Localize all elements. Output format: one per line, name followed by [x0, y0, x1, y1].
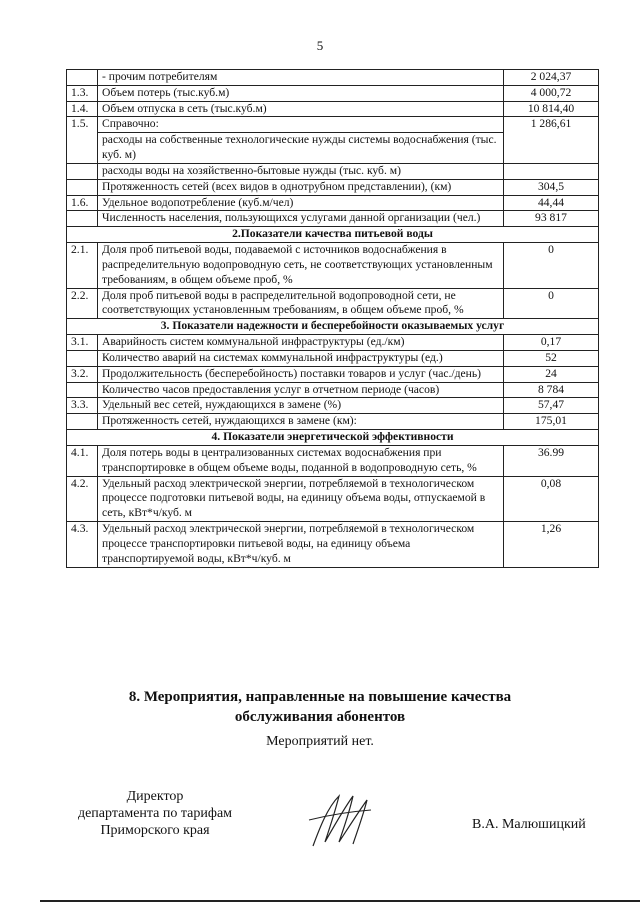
section-title: 2.Показатели качества питьевой воды: [67, 227, 599, 243]
row-label: Количество аварий на системах коммунальной инфраструктуры (ед.): [98, 350, 504, 366]
row-label: Протяженность сетей (всех видов в однотрубном представлении), (км): [98, 179, 504, 195]
heading-line: обслуживания абонентов: [234, 708, 406, 725]
row-number: [67, 70, 98, 86]
row-value: 0: [504, 288, 599, 319]
row-label: Доля проб питьевой воды, подаваемой с источников водоснабжения в распределительную водопроводную сеть, не соответствующих установленным требованиям, в общем объеме проб, %: [98, 243, 504, 288]
table-row: [67, 350, 599, 366]
row-number: 1.5.: [67, 117, 98, 163]
row-number: [67, 179, 98, 195]
table-row: [67, 163, 599, 179]
row-number: 1.3.: [67, 85, 98, 101]
table-row: [67, 288, 599, 319]
row-label: Продолжительность (бесперебойность) поставки товаров и услуг (час./день): [98, 366, 504, 382]
row-label: Удельный расход электрической энергии, потребляемой в технологическом процессе подготовки питьевой воды, на единицу объема воды, отпускаемой в сеть, кВт*ч/куб. м: [98, 476, 504, 521]
table-row: [67, 476, 599, 521]
table-row: [67, 382, 599, 398]
row-number: 3.1.: [67, 335, 98, 351]
row-value: [504, 163, 599, 179]
row-number: 4.2.: [67, 476, 98, 521]
table-row: [67, 414, 599, 430]
table-row: [67, 117, 599, 133]
section-8-heading: [0, 688, 640, 727]
signatory-line: департамента по тарифам: [77, 805, 233, 821]
row-label: расходы на собственные технологические нужды системы водоснабжения (тыс. куб. м): [98, 133, 504, 164]
row-value: 304,5: [504, 179, 599, 195]
row-number: 3.2.: [67, 366, 98, 382]
row-value: 1 286,61: [504, 117, 599, 163]
indicators-table: [66, 69, 599, 568]
signatory-line: Директор: [126, 789, 184, 804]
heading-line: 8. Мероприятия, направленные на повышение качества: [128, 689, 512, 705]
table-row: [67, 211, 599, 227]
row-number: 1.6.: [67, 195, 98, 211]
row-number: 2.1.: [67, 243, 98, 288]
row-label: Удельное водопотребление (куб.м/чел): [98, 195, 504, 211]
table-row: [67, 445, 599, 476]
table-row: [67, 366, 599, 382]
table-row: [67, 179, 599, 195]
page-edge-line: [40, 900, 640, 902]
row-value: 175,01: [504, 414, 599, 430]
row-value: 10 814,40: [504, 101, 599, 117]
row-number: [67, 414, 98, 430]
row-value: 0,17: [504, 335, 599, 351]
row-value: 44,44: [504, 195, 599, 211]
row-value: 0: [504, 243, 599, 288]
row-value: 4 000,72: [504, 85, 599, 101]
row-value: 0,08: [504, 476, 599, 521]
row-number: 3.3.: [67, 398, 98, 414]
row-value: 36.99: [504, 445, 599, 476]
table-row: [67, 243, 599, 288]
row-label: Доля потерь воды в централизованных системах водоснабжения при транспортировке в общем объеме воды, поданной в водопроводную сеть, %: [98, 445, 504, 476]
section-header-row: [67, 430, 599, 446]
row-label: Удельный расход электрической энергии, потребляемой в технологическом процессе транспортировки питьевой воды, на единицу объема транспортируемой воды, кВт*ч/куб. м: [98, 522, 504, 567]
row-value: 24: [504, 366, 599, 382]
row-label: Численность населения, пользующихся услугами данной организации (чел.): [98, 211, 504, 227]
section-header-row: [67, 319, 599, 335]
table-row: [67, 195, 599, 211]
row-number: [67, 382, 98, 398]
row-label: Аварийность систем коммунальной инфраструктуры (ед./км): [98, 335, 504, 351]
row-number: 1.4.: [67, 101, 98, 117]
signatory-name: В.А. Малюшицкий: [472, 817, 586, 832]
row-label: Удельный вес сетей, нуждающихся в замене (%): [98, 398, 504, 414]
row-value: 2 024,37: [504, 70, 599, 86]
signatory-title: [60, 789, 250, 839]
row-number: 4.1.: [67, 445, 98, 476]
section-title: 4. Показатели энергетической эффективности: [67, 430, 599, 446]
table-row: [67, 70, 599, 86]
row-label: расходы воды на хозяйственно-бытовые нужды (тыс. куб. м): [98, 163, 504, 179]
table-row: [67, 101, 599, 117]
section-title: 3. Показатели надежности и бесперебойности оказываемых услуг: [67, 319, 599, 335]
table-row: [67, 335, 599, 351]
table-row: [67, 522, 599, 567]
signatory-line: Приморского края: [100, 822, 210, 838]
row-number: [67, 350, 98, 366]
measures-note: Мероприятий нет.: [266, 734, 374, 749]
row-value: 93 817: [504, 211, 599, 227]
table-row: [67, 85, 599, 101]
row-value: 8 784: [504, 382, 599, 398]
table-row: [67, 398, 599, 414]
row-value: 57,47: [504, 398, 599, 414]
row-label: - прочим потребителям: [98, 70, 504, 86]
row-value: 1,26: [504, 522, 599, 567]
handwritten-signature: [305, 790, 375, 850]
row-number: [67, 211, 98, 227]
section-header-row: [67, 227, 599, 243]
row-number: 2.2.: [67, 288, 98, 319]
row-label: Протяженность сетей, нуждающихся в замене (км):: [98, 414, 504, 430]
row-number: [67, 163, 98, 179]
row-label: Объем отпуска в сеть (тыс.куб.м): [98, 101, 504, 117]
row-number: 4.3.: [67, 522, 98, 567]
row-label: Справочно:: [98, 117, 504, 133]
row-value: 52: [504, 350, 599, 366]
page-number: 5: [316, 38, 324, 53]
row-label: Доля проб питьевой воды в распределительной водопроводной сети, не соответствующих установленным требованиям, в общем объеме проб, %: [98, 288, 504, 319]
row-label: Объем потерь (тыс.куб.м): [98, 85, 504, 101]
row-label: Количество часов предоставления услуг в отчетном периоде (часов): [98, 382, 504, 398]
